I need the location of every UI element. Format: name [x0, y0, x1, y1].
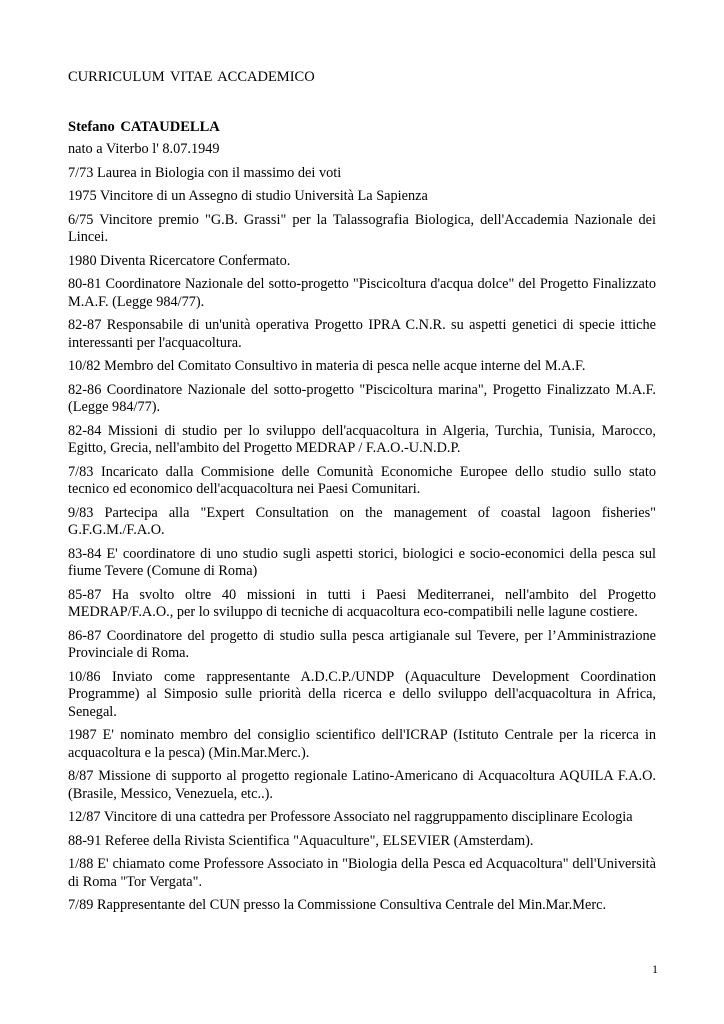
cv-entry: 8/87 Missione di supporto al progetto regionale Latino-Americano di Acquacoltura AQUILA F.A.O. (Brasile, Messico, Venezuela, etc..).	[68, 768, 656, 802]
page-number: 1	[652, 962, 658, 976]
cv-entry: 82-86 Coordinatore Nazionale del sotto-progetto "Piscicoltura marina", Progetto Finalizzato M.A.F. (Legge 984/77).	[68, 381, 656, 415]
cv-entry: 10/82 Membro del Comitato Consultivo in materia di pesca nelle acque interne del M.A.F.	[68, 358, 586, 374]
cv-entry-birth: nato a Viterbo l' 8.07.1949	[68, 141, 220, 157]
cv-entry: 83-84 E' coordinatore di uno studio sugli aspetti storici, biologici e socio-economici della pesca sul fiume Tevere (Comune di Roma)	[68, 545, 656, 579]
cv-entry: 85-87 Ha svolto oltre 40 missioni in tutti i Paesi Mediterranei, nell'ambito del Progetto MEDRAP/F.A.O., per lo sviluppo di tecniche di acquacoltura eco-compatibili nelle lagune costiere.	[68, 586, 656, 620]
cv-entry: 88-91 Referee della Rivista Scientifica "Aquaculture", ELSEVIER (Amsterdam).	[68, 832, 534, 849]
cv-entry: 1/88 E' chiamato come Professore Associato in "Biologia della Pesca ed Acquacoltura" dell'Università di Roma "Tor Vergata".	[68, 856, 656, 890]
cv-entry: 82-84 Missioni di studio per lo sviluppo dell'acquacoltura in Algeria, Turchia, Tunisia, Marocco, Egitto, Grecia, nell'ambito del Progetto MEDRAP / F.A.O.-U.N.D.P.	[68, 422, 656, 456]
person-name: Stefano CATAUDELLA	[68, 119, 220, 135]
cv-entry: 7/89 Rappresentante del CUN presso la Commissione Consultiva Centrale del Min.Mar.Merc.	[68, 897, 607, 913]
cv-entry: 9/83 Partecipa alla "Expert Consultation on the management of coastal lagoon fisheries" G.F.G.M./F.A.O.	[68, 504, 656, 538]
cv-entry: 1987 E' nominato membro del consiglio scientifico dell'ICRAP (Istituto Centrale per la ricerca in acquacoltura e la pesca) (Min.Mar.Merc.).	[68, 727, 656, 761]
cv-entry: 6/75 Vincitore premio "G.B. Grassi" per la Talassografia Biologica, dell'Accademia Nazionale dei Lincei.	[68, 211, 656, 245]
cv-entry: 10/86 Inviato come rappresentante A.D.C.P./UNDP (Aquaculture Development Coordination Programme) al Simposio sulle priorità della ricerca e dello sviluppo dell'acquacoltura in Africa, Senegal.	[68, 668, 656, 720]
document-title: CURRICULUM VITAE ACCADEMICO	[68, 69, 315, 85]
cv-entry: 82-87 Responsabile di un'unità operativa Progetto IPRA C.N.R. su aspetti genetici di specie ittiche interessanti per l'acquacoltura.	[68, 317, 656, 351]
cv-entry: 80-81 Coordinatore Nazionale del sotto-progetto "Piscicoltura d'acqua dolce" del Progetto Finalizzato M.A.F. (Legge 984/77).	[68, 276, 656, 310]
cv-entries	[68, 141, 656, 921]
cv-entry: 86-87 Coordinatore del progetto di studio sulla pesca artigianale sul Tevere, per l’Amministrazione Provinciale di Roma.	[68, 627, 656, 661]
cv-entry: 7/83 Incaricato dalla Commisione delle Comunità Economiche Europee dello studio sullo stato tecnico ed economico dell'acquacoltura nei Paesi Comunitari.	[68, 463, 656, 497]
cv-entry: 1980 Diventa Ricercatore Confermato.	[68, 252, 291, 269]
cv-entry: 1975 Vincitore di un Assegno di studio Università La Sapienza	[68, 188, 428, 204]
cv-entry: 12/87 Vincitore di una cattedra per Professore Associato nel raggruppamento disciplinare Ecologia	[68, 809, 633, 825]
cv-entry: 7/73 Laurea in Biologia con il massimo dei voti	[68, 164, 342, 181]
